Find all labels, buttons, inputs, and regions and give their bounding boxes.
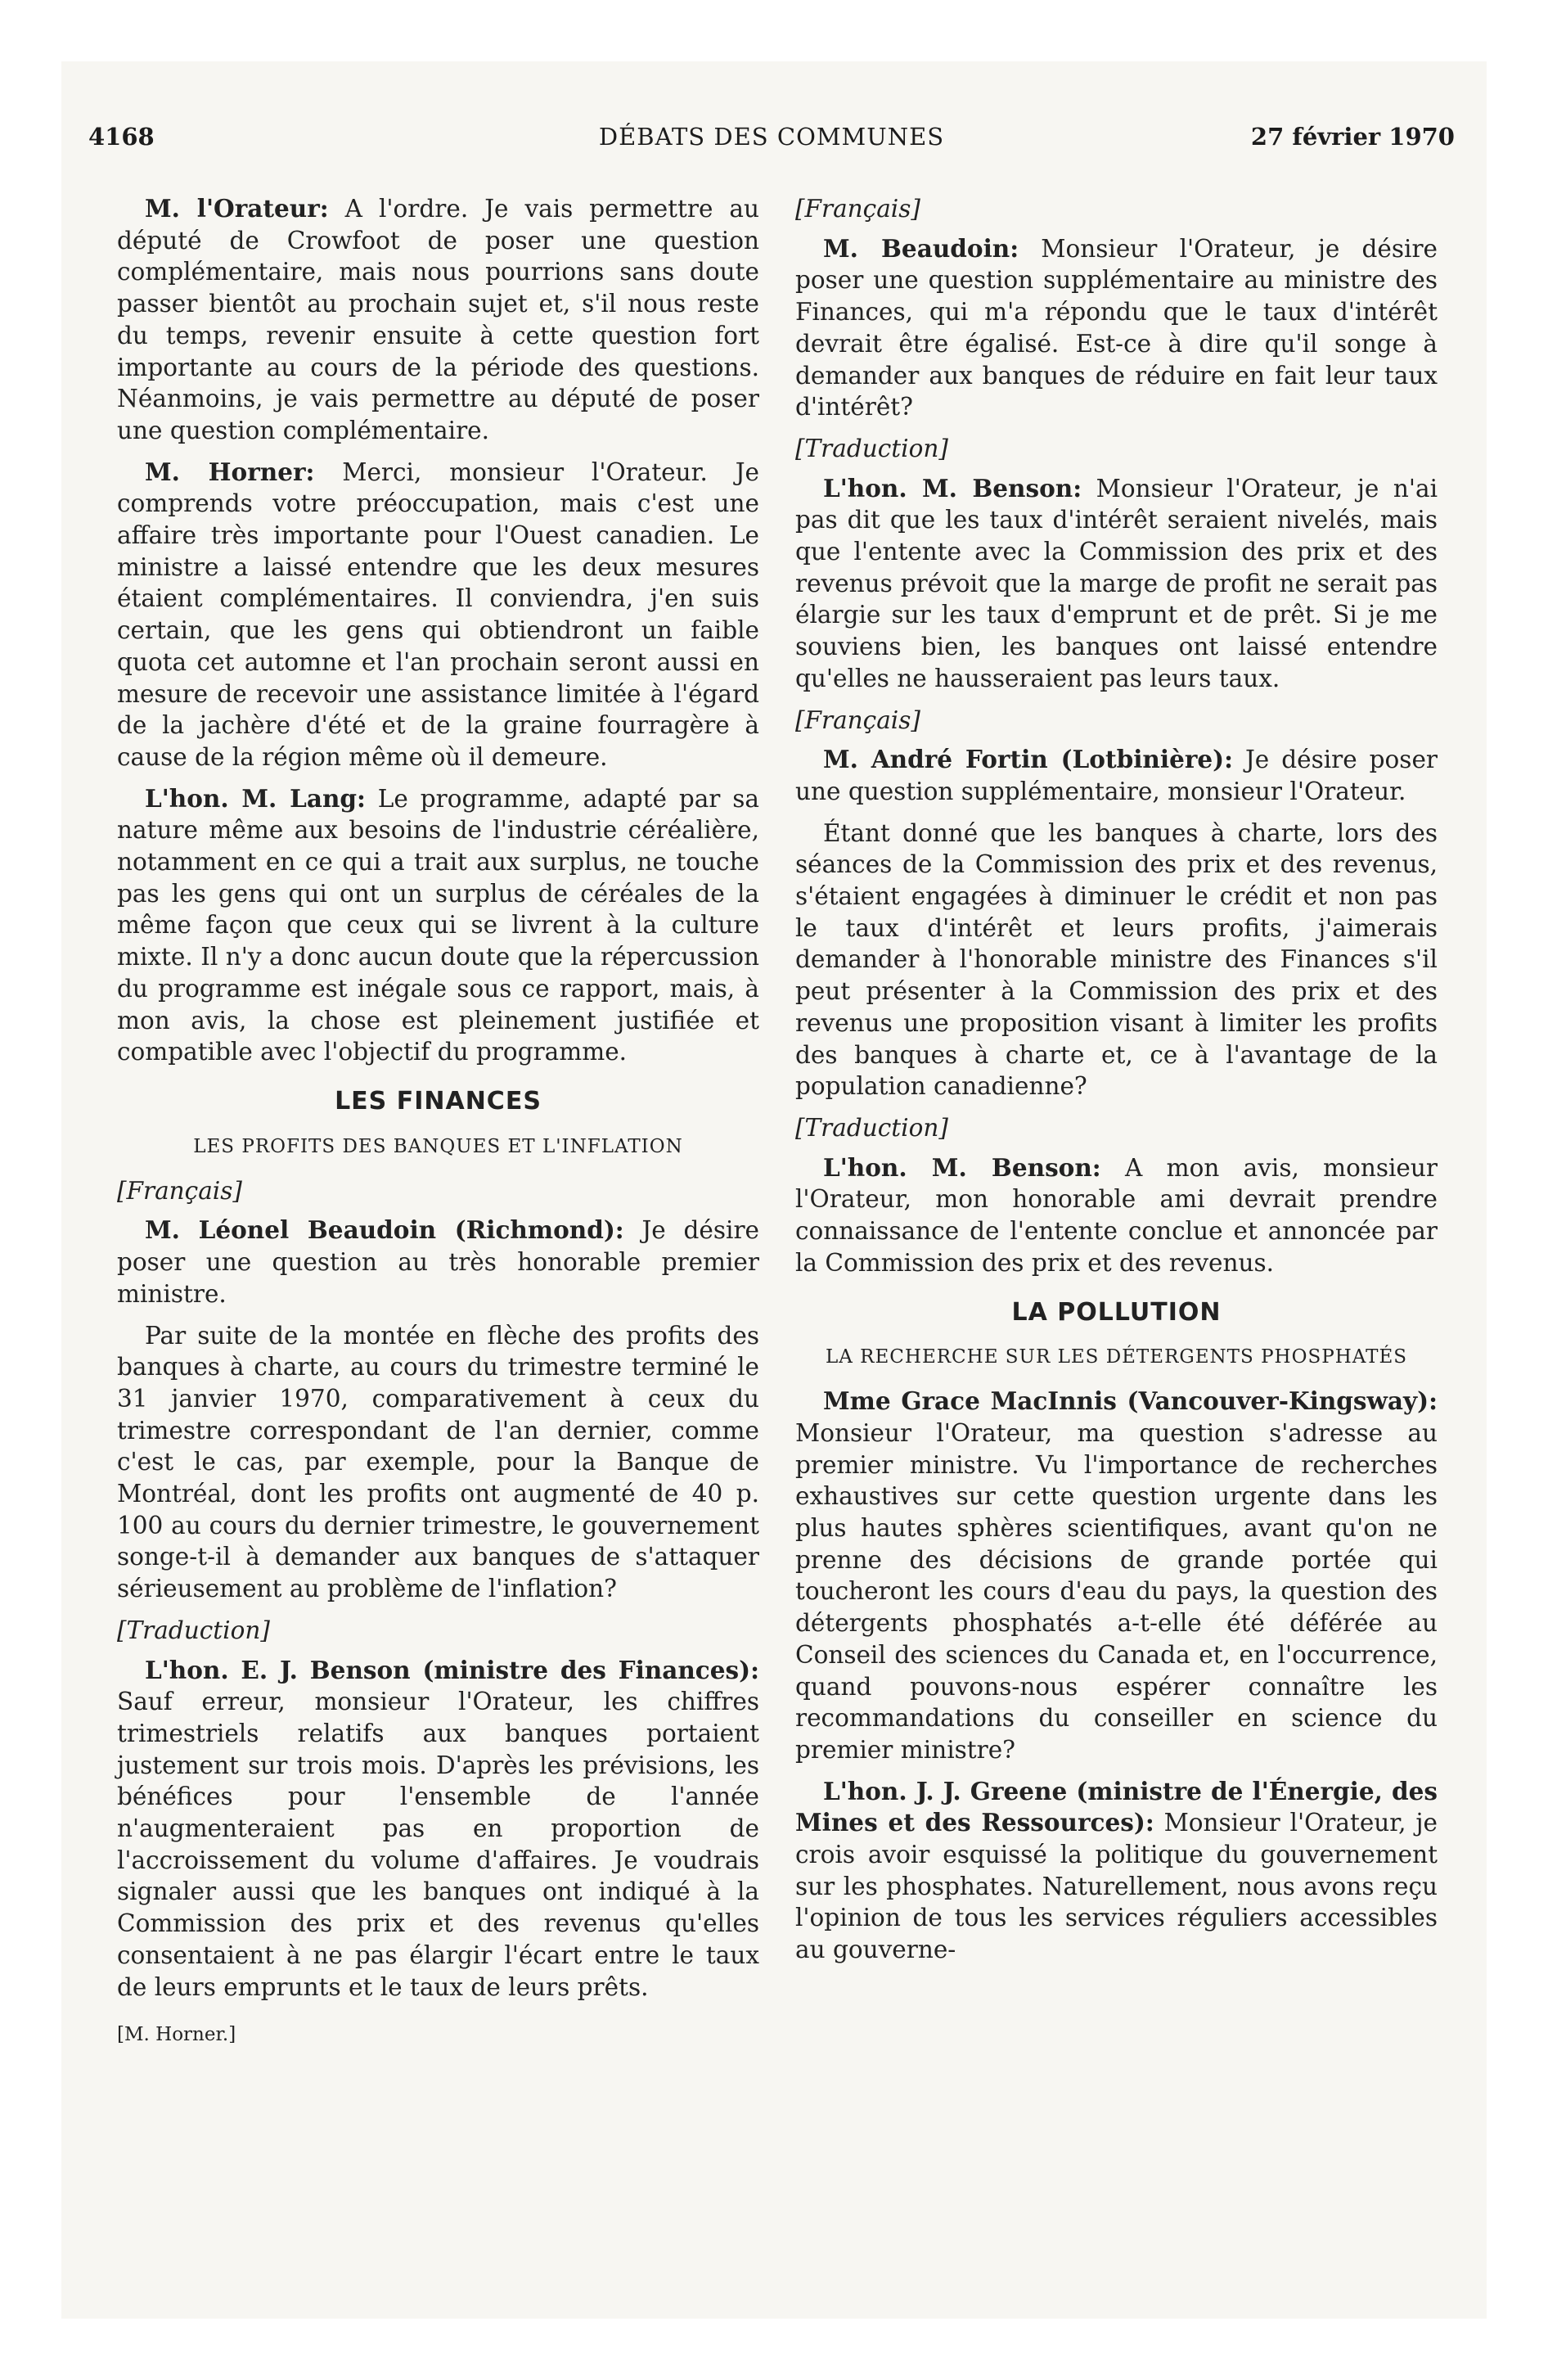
paragraph bbox=[795, 1386, 1438, 1765]
language-marker: [Français] bbox=[795, 195, 920, 223]
section-subheading: LA RECHERCHE SUR LES DÉTERGENTS PHOSPHATÉS bbox=[825, 1346, 1407, 1368]
speaker-name: L'hon. M. Lang: bbox=[145, 783, 366, 813]
right-column bbox=[795, 193, 1438, 1976]
section-subheading: LES PROFITS DES BANQUES ET L'INFLATION bbox=[193, 1135, 683, 1157]
paragraph bbox=[795, 233, 1438, 423]
paragraph bbox=[795, 473, 1438, 695]
paragraph: Étant donné que les banques à charte, lors des séances de la Commission des prix et des revenus, s'étaient engagées à diminuer le crédit et non pas le taux d'intérêt et leurs profits, j'aimerais demander à l'honorable ministre des Finances s'il peut présenter à la Commission des prix et des revenus une proposition visant à limiter les profits des banques à charte et, ce à l'avantage de la population canadienne? bbox=[795, 818, 1438, 1101]
speaker-name: L'hon. J. J. Greene (ministre de l'Énergie, des Mines et des Ressources): bbox=[795, 1776, 1438, 1837]
speech-text: Monsieur l'Orateur, ma question s'adresse au premier ministre. Vu l'importance de recherches exhaustives sur cette question urgente dans les plus hautes sphères scientifiques, avant qu'on ne prenne des décisions de grande portée qui toucheront les cours d'eau du pays, la question des détergents phosphatés a-t-elle été déférée au Conseil des sciences du Canada et, en l'occurrence, quand pouvons-nous espérer connaître les recommandations du conseiller en science du premier ministre? bbox=[795, 1418, 1438, 1764]
speech-text: Sauf erreur, monsieur l'Orateur, les chiffres trimestriels relatifs aux banques portaient justement sur trois mois. D'après les prévisions, les bénéfices pour l'ensemble de l'année n'augmenteraient pas en proportion de l'accroissement du volume d'affaires. Je voudrais signaler aussi que les banques ont indiqué à la Commission des prix et des revenus qu'elles consentaient à ne pas élargir l'écart entre le taux de leurs emprunts et le taux de leurs prêts. bbox=[117, 1688, 759, 2001]
page-number: 4168 bbox=[88, 123, 155, 151]
speaker-name: M. André Fortin (Lotbinière): bbox=[823, 745, 1234, 774]
speaker-name: L'hon. E. J. Benson (ministre des Finances): bbox=[145, 1655, 759, 1684]
paragraph bbox=[117, 783, 759, 1068]
speaker-name: M. Beaudoin: bbox=[823, 233, 1019, 263]
paragraph bbox=[795, 1152, 1438, 1279]
language-marker: [Traduction] bbox=[117, 1616, 270, 1644]
speech-text: A mon avis, monsieur l'Orateur, mon honorable ami devrait prendre connaissance de l'entente conclue et annoncée par la Commission des prix et des revenus. bbox=[795, 1153, 1438, 1277]
speech-text: Monsieur l'Orateur, je n'ai pas dit que les taux d'intérêt seraient nivelés, mais que l'entente avec la Commission des prix et des revenus prévoit que la marge de profit ne serait pas élargie sur les taux d'emprunt et de prêt. Si je me souviens bien, les banques ont laissé entendre qu'elles ne hausseraient pas leurs taux. bbox=[795, 474, 1438, 692]
page-footer-marker: [M. Horner.] bbox=[117, 2024, 236, 2046]
left-column bbox=[117, 193, 759, 2051]
paragraph bbox=[117, 1655, 759, 2004]
paragraph bbox=[117, 1215, 759, 1309]
language-marker: [Traduction] bbox=[795, 1113, 948, 1142]
page-date: 27 février 1970 bbox=[1250, 123, 1455, 151]
section-heading: LES FINANCES bbox=[335, 1086, 542, 1116]
language-marker: [Français] bbox=[795, 705, 920, 734]
speaker-name: M. l'Orateur: bbox=[145, 194, 329, 223]
language-marker: [Français] bbox=[117, 1176, 242, 1205]
speech-text: A l'ordre. Je vais permettre au député de Crowfoot de poser une question complémentaire, mais nous pourrions sans doute passer bientôt au prochain sujet et, s'il nous reste du temps, revenir ensuite à cette question fort importante au cours de la période des questions. Néanmoins, je vais permettre au député de poser une question complémentaire. bbox=[117, 195, 760, 444]
paragraph bbox=[795, 1776, 1438, 1966]
paragraph bbox=[117, 457, 759, 773]
paragraph bbox=[117, 193, 759, 447]
speaker-name: L'hon. M. Benson: bbox=[823, 1152, 1101, 1182]
speech-text: Merci, monsieur l'Orateur. Je comprends votre préoccupation, mais c'est une affaire très importante pour l'Ouest canadien. Le ministre a laissé entendre que les deux mesures étaient complémentaires. Il conviendra, j'en suis certain, que les gens qui obtiendront un faible quota cet automne et l'an prochain seront aussi en mesure de recevoir une assistance limitée à l'égard de la jachère d'été et de la graine fourragère à cause de la région même où il demeure. bbox=[117, 458, 759, 771]
speaker-name: Mme Grace MacInnis (Vancouver-Kingsway): bbox=[823, 1386, 1438, 1416]
paragraph: Par suite de la montée en flèche des profits des banques à charte, au cours du trimestre terminé le 31 janvier 1970, comparativement à ceux du trimestre correspondant de l'an dernier, comme c'est le cas, par exemple, pour la Banque de Montréal, dont les profits ont augmenté de 40 p. 100 au cours du dernier trimestre, le gouvernement songe-t-il à demander aux banques de s'attaquer sérieusement au problème de l'inflation? bbox=[117, 1321, 759, 1603]
speech-text: Je désire poser une question supplémentaire, monsieur l'Orateur. bbox=[795, 746, 1438, 805]
language-marker: [Traduction] bbox=[795, 434, 948, 462]
paragraph bbox=[795, 744, 1438, 807]
speech-text: Monsieur l'Orateur, je désire poser une question supplémentaire au ministre des Finances, qui m'a répondu que le taux d'intérêt devrait être égalisé. Est-ce à dire qu'il songe à demander aux banques de réduire en fait leur taux d'intérêt? bbox=[795, 234, 1438, 421]
speech-text: Le programme, adapté par sa nature même aux besoins de l'industrie céréalière, notamment en ce qui a trait aux surplus, ne touche pas les gens qui ont un surplus de céréales de la même façon que ceux qui se livrent à la culture mixte. Il n'y a donc aucun doute que la répercussion du programme est inégale sous ce rapport, mais, à mon avis, la chose est pleinement justifiée et compatible avec l'objectif du programme. bbox=[117, 784, 759, 1066]
speaker-name: L'hon. M. Benson: bbox=[823, 473, 1082, 503]
speaker-name: M. Horner: bbox=[145, 457, 315, 486]
page-title: DÉBATS DES COMMUNES bbox=[598, 123, 945, 151]
page-header bbox=[88, 123, 1455, 172]
speaker-name: M. Léonel Beaudoin (Richmond): bbox=[145, 1215, 624, 1245]
speech-text: Je désire poser une question au très honorable premier ministre. bbox=[117, 1216, 760, 1308]
speech-text: Monsieur l'Orateur, je crois avoir esquissé la politique du gouvernement sur les phosphates. Naturellement, nous avons reçu l'opinion de tous les services réguliers accessibles au gouverne- bbox=[795, 1809, 1438, 1964]
section-heading: LA POLLUTION bbox=[1011, 1297, 1222, 1327]
